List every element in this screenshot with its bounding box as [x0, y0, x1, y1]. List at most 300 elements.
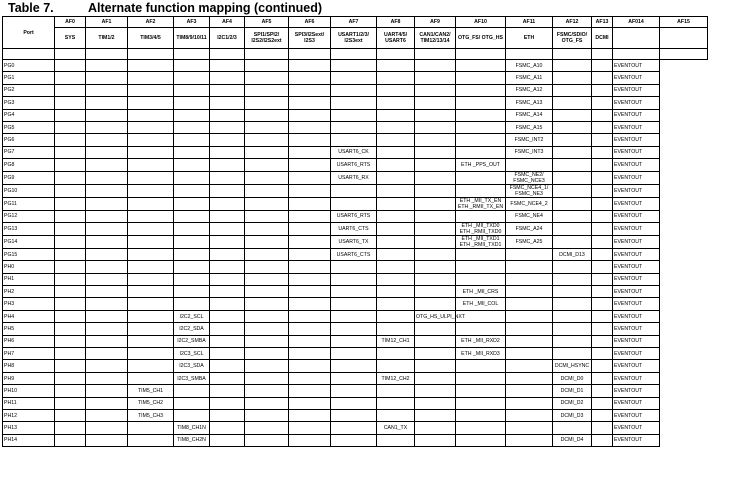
af-cell [289, 197, 331, 210]
af-cell [377, 360, 415, 372]
af-header: AF0 [55, 17, 86, 28]
af-cell [128, 109, 174, 121]
af-cell [592, 273, 613, 285]
af-cell [55, 409, 86, 421]
af-cell: ETH _MII_RXD2 [456, 335, 506, 347]
af-cell [289, 109, 331, 121]
af-cell [592, 248, 613, 260]
af-cell [55, 121, 86, 133]
af-cell [592, 146, 613, 158]
port-cell: PH7 [3, 348, 55, 360]
af-cell [289, 134, 331, 146]
af-cell [289, 261, 331, 273]
af-cell [456, 97, 506, 109]
af-cell [592, 335, 613, 347]
af-cell: EVENTOUT [613, 248, 660, 260]
af-cell [289, 146, 331, 158]
af-cell [128, 121, 174, 133]
af-cell [506, 335, 553, 347]
af-cell [174, 222, 210, 235]
af-cell: EVENTOUT [613, 372, 660, 384]
af-cell [245, 222, 289, 235]
af-cell [128, 248, 174, 260]
af-cell [55, 97, 86, 109]
af-cell [377, 409, 415, 421]
af-cell: CAN1_TX [377, 422, 415, 434]
af-cell [86, 60, 128, 72]
af-cell [245, 261, 289, 273]
af-cell [377, 121, 415, 133]
table-row [3, 360, 744, 372]
af-cell [377, 323, 415, 335]
af-cell: EVENTOUT [613, 360, 660, 372]
af-cell [377, 109, 415, 121]
af-cell [245, 84, 289, 96]
af-cell [174, 121, 210, 133]
port-cell: PH8 [3, 360, 55, 372]
af-cell [415, 348, 456, 360]
af-cell [553, 348, 592, 360]
af-cell: FSMC_A12 [506, 84, 553, 96]
af-cell [456, 385, 506, 397]
af-cell [456, 72, 506, 84]
af-cell [128, 159, 174, 171]
af-cell [415, 235, 456, 248]
af-cell [415, 360, 456, 372]
af-cell [553, 121, 592, 133]
af-cell [128, 261, 174, 273]
af-cell [331, 97, 377, 109]
port-cell: PG9 [3, 171, 55, 184]
af-cell: EVENTOUT [613, 171, 660, 184]
af-cell [415, 372, 456, 384]
af-cell [377, 159, 415, 171]
af-cell [289, 310, 331, 322]
af-cell [245, 235, 289, 248]
af-cell: EVENTOUT [613, 273, 660, 285]
af-cell [86, 323, 128, 335]
table-row [3, 348, 744, 360]
af-cell [245, 159, 289, 171]
table-row [3, 197, 744, 210]
af-cell [377, 97, 415, 109]
af-cell: EVENTOUT [613, 409, 660, 421]
af-cell [377, 222, 415, 235]
af-cell [289, 360, 331, 372]
function-group-header: FSMC/SDIO/ OTG_FS [553, 28, 592, 49]
af-cell [245, 184, 289, 197]
af-cell [553, 273, 592, 285]
af-cell [128, 348, 174, 360]
af-cell [377, 84, 415, 96]
af-cell [55, 235, 86, 248]
af-cell [86, 422, 128, 434]
af-header: AF8 [377, 17, 415, 28]
af-cell [210, 298, 245, 310]
af-cell: EVENTOUT [613, 323, 660, 335]
af-cell [456, 372, 506, 384]
af-cell [245, 286, 289, 298]
af-cell [245, 109, 289, 121]
af-cell: ETH _MII_RXD3 [456, 348, 506, 360]
af-cell: EVENTOUT [613, 222, 660, 235]
af-cell [289, 372, 331, 384]
af-cell [592, 434, 613, 446]
af-cell [456, 171, 506, 184]
function-group-header [660, 28, 708, 49]
af-cell [245, 360, 289, 372]
af-cell [415, 422, 456, 434]
af-cell [592, 310, 613, 322]
af-cell [289, 171, 331, 184]
af-cell [86, 310, 128, 322]
af-cell: FSMC_A13 [506, 97, 553, 109]
af-cell [174, 146, 210, 158]
af-cell [592, 360, 613, 372]
af-cell [415, 286, 456, 298]
af-cell [553, 422, 592, 434]
af-cell [210, 197, 245, 210]
af-cell: FSMC_INT2 [506, 134, 553, 146]
af-cell [456, 323, 506, 335]
af-cell [86, 385, 128, 397]
af-cell [553, 84, 592, 96]
port-cell: PG1 [3, 72, 55, 84]
af-cell [331, 372, 377, 384]
port-cell: PG13 [3, 222, 55, 235]
af-cell [592, 184, 613, 197]
af-cell [128, 72, 174, 84]
af-cell [128, 222, 174, 235]
af-cell: EVENTOUT [613, 97, 660, 109]
af-cell: OTG_HS_ULPI_NXT [415, 310, 456, 322]
af-cell [174, 261, 210, 273]
af-cell [331, 134, 377, 146]
af-cell: TIM8_CH2N [174, 434, 210, 446]
af-cell [128, 335, 174, 347]
af-cell: TIM5_CH3 [128, 409, 174, 421]
af-cell: EVENTOUT [613, 146, 660, 158]
af-cell: DCMI_D4 [553, 434, 592, 446]
af-cell [592, 197, 613, 210]
af-cell [210, 409, 245, 421]
table-row [3, 97, 744, 109]
af-cell [592, 134, 613, 146]
af-cell [245, 210, 289, 222]
af-cell [86, 434, 128, 446]
af-cell [55, 60, 86, 72]
af-cell [553, 261, 592, 273]
af-cell [377, 171, 415, 184]
af-cell [128, 197, 174, 210]
af-cell [331, 310, 377, 322]
af-cell [456, 60, 506, 72]
af-cell [415, 159, 456, 171]
af-cell [289, 335, 331, 347]
af-cell [245, 397, 289, 409]
af-cell [592, 97, 613, 109]
af-cell [174, 298, 210, 310]
af-cell [506, 159, 553, 171]
af-cell [331, 434, 377, 446]
table-row [3, 298, 744, 310]
af-cell [415, 197, 456, 210]
af-cell: USART6_CTS [331, 248, 377, 260]
af-cell [245, 72, 289, 84]
af-cell: FSMC_A10 [506, 60, 553, 72]
af-cell [592, 222, 613, 235]
af-cell [55, 348, 86, 360]
af-cell: TIM8_CH1N [174, 422, 210, 434]
af-cell [210, 210, 245, 222]
af-cell: USART6_RX [331, 171, 377, 184]
af-cell [245, 273, 289, 285]
function-group-header: TIM8/9/10/11 [174, 28, 210, 49]
af-header: AF1 [86, 17, 128, 28]
af-cell [415, 385, 456, 397]
af-cell [86, 248, 128, 260]
af-cell [377, 60, 415, 72]
af-cell [128, 286, 174, 298]
af-cell [331, 197, 377, 210]
af-cell [456, 248, 506, 260]
af-cell [174, 385, 210, 397]
af-cell [55, 222, 86, 235]
af-cell: I2C2_SCL [174, 310, 210, 322]
af-cell [55, 72, 86, 84]
table-row [3, 397, 744, 409]
af-cell [331, 273, 377, 285]
af-cell [128, 134, 174, 146]
af-cell: FSMC_NE2/ FSMC_NCE3 [506, 171, 553, 184]
port-cell: PG10 [3, 184, 55, 197]
af-cell [174, 197, 210, 210]
af-cell [174, 235, 210, 248]
af-cell [553, 310, 592, 322]
af-cell [86, 146, 128, 158]
af-cell [210, 97, 245, 109]
af-cell [55, 134, 86, 146]
af-cell [456, 434, 506, 446]
af-cell [128, 422, 174, 434]
af-cell [377, 184, 415, 197]
af-cell: DCMI_D1 [553, 385, 592, 397]
af-cell [210, 72, 245, 84]
af-cell [415, 409, 456, 421]
af-cell [415, 335, 456, 347]
af-cell [456, 261, 506, 273]
function-group-header [613, 28, 660, 49]
port-cell: PH0 [3, 261, 55, 273]
af-cell [377, 298, 415, 310]
af-cell [289, 121, 331, 133]
af-cell [289, 184, 331, 197]
af-cell [210, 248, 245, 260]
af-cell [289, 235, 331, 248]
af-cell [553, 323, 592, 335]
af-cell [331, 360, 377, 372]
af-cell [377, 72, 415, 84]
af-cell [592, 323, 613, 335]
port-cell: PG8 [3, 159, 55, 171]
af-cell: USART6_CK [331, 146, 377, 158]
function-group-row [3, 28, 744, 49]
af-cell: EVENTOUT [613, 335, 660, 347]
af-cell [128, 360, 174, 372]
af-cell [128, 60, 174, 72]
port-cell: PH3 [3, 298, 55, 310]
af-cell [456, 360, 506, 372]
af-cell [331, 422, 377, 434]
af-cell: DCMI_D3 [553, 409, 592, 421]
function-group-header: DCMI [592, 28, 613, 49]
af-cell [55, 385, 86, 397]
af-cell [553, 97, 592, 109]
af-cell [128, 171, 174, 184]
af-cell: ETH _PPS_OUT [456, 159, 506, 171]
af-cell [456, 422, 506, 434]
table-row [3, 121, 744, 133]
af-cell [128, 273, 174, 285]
af-cell [289, 385, 331, 397]
table-row [3, 134, 744, 146]
af-cell [592, 286, 613, 298]
af-cell [245, 121, 289, 133]
af-cell [245, 348, 289, 360]
table-row [3, 109, 744, 121]
af-cell [592, 72, 613, 84]
af-cell [289, 348, 331, 360]
af-cell [506, 273, 553, 285]
af-cell [456, 397, 506, 409]
function-group-header: SYS [55, 28, 86, 49]
af-cell [415, 222, 456, 235]
af-cell [377, 210, 415, 222]
af-cell [415, 171, 456, 184]
port-cell: PH1 [3, 273, 55, 285]
af-cell [174, 409, 210, 421]
af-cell [415, 60, 456, 72]
af-cell [174, 159, 210, 171]
af-cell [506, 248, 553, 260]
af-cell [86, 286, 128, 298]
af-cell [210, 360, 245, 372]
af-header: AF014 [613, 17, 660, 28]
af-cell [377, 134, 415, 146]
af-cell: DCMI_D0 [553, 372, 592, 384]
af-cell [592, 210, 613, 222]
af-cell: ETH _MII_TXD0 ETH _RMII_TXD0 [456, 222, 506, 235]
function-group-header: I2C1/2/3 [210, 28, 245, 49]
af-cell [553, 146, 592, 158]
af-cell: EVENTOUT [613, 184, 660, 197]
af-cell: EVENTOUT [613, 72, 660, 84]
af-cell [86, 360, 128, 372]
table-row [3, 261, 744, 273]
af-cell: EVENTOUT [613, 235, 660, 248]
port-cell: PG7 [3, 146, 55, 158]
af-cell: I2C3_SCL [174, 348, 210, 360]
af-cell: EVENTOUT [613, 159, 660, 171]
af-cell [331, 385, 377, 397]
af-cell [86, 210, 128, 222]
table-row [3, 171, 744, 184]
table-title: Alternate function mapping (continued) [88, 1, 323, 15]
af-cell [210, 109, 245, 121]
port-cell: PG14 [3, 235, 55, 248]
port-cell: PH2 [3, 286, 55, 298]
af-cell [245, 197, 289, 210]
af-cell [506, 310, 553, 322]
af-cell [506, 298, 553, 310]
af-cell [86, 235, 128, 248]
port-cell: PG11 [3, 197, 55, 210]
table-row [3, 210, 744, 222]
af-cell [415, 210, 456, 222]
af-cell [128, 184, 174, 197]
af-cell [506, 348, 553, 360]
af-cell [377, 286, 415, 298]
af-cell [174, 60, 210, 72]
af-cell [456, 121, 506, 133]
af-cell [415, 184, 456, 197]
function-group-header: USART1/2/3/ I2S3ext [331, 28, 377, 49]
af-cell [128, 210, 174, 222]
af-cell [331, 348, 377, 360]
af-cell [592, 372, 613, 384]
af-cell: EVENTOUT [613, 109, 660, 121]
af-cell [377, 434, 415, 446]
af-header: AF10 [456, 17, 506, 28]
af-cell [55, 323, 86, 335]
af-cell [210, 286, 245, 298]
af-cell [289, 248, 331, 260]
af-cell [289, 434, 331, 446]
af-cell [245, 434, 289, 446]
af-cell: EVENTOUT [613, 286, 660, 298]
af-cell [553, 159, 592, 171]
af-cell: EVENTOUT [613, 84, 660, 96]
af-cell [289, 397, 331, 409]
af-cell: EVENTOUT [613, 310, 660, 322]
table-row [3, 60, 744, 72]
af-header: AF6 [289, 17, 331, 28]
af-cell [553, 335, 592, 347]
af-cell [331, 72, 377, 84]
af-cell [86, 84, 128, 96]
af-cell [592, 121, 613, 133]
af-cell: FSMC_NE4 [506, 210, 553, 222]
af-cell: EVENTOUT [613, 385, 660, 397]
af-cell [456, 134, 506, 146]
af-cell [86, 397, 128, 409]
af-header: AF13 [592, 17, 613, 28]
port-cell: PH11 [3, 397, 55, 409]
table-row [3, 72, 744, 84]
af-cell [289, 409, 331, 421]
af-cell [128, 84, 174, 96]
port-header: Port [3, 17, 55, 49]
af-cell: FSMC_A15 [506, 121, 553, 133]
af-cell [210, 222, 245, 235]
af-cell [456, 84, 506, 96]
af-cell: FSMC_A14 [506, 109, 553, 121]
af-cell [174, 171, 210, 184]
port-cell: PH10 [3, 385, 55, 397]
af-cell [592, 159, 613, 171]
af-cell [86, 134, 128, 146]
af-cell: DCMI_HSYNC [553, 360, 592, 372]
